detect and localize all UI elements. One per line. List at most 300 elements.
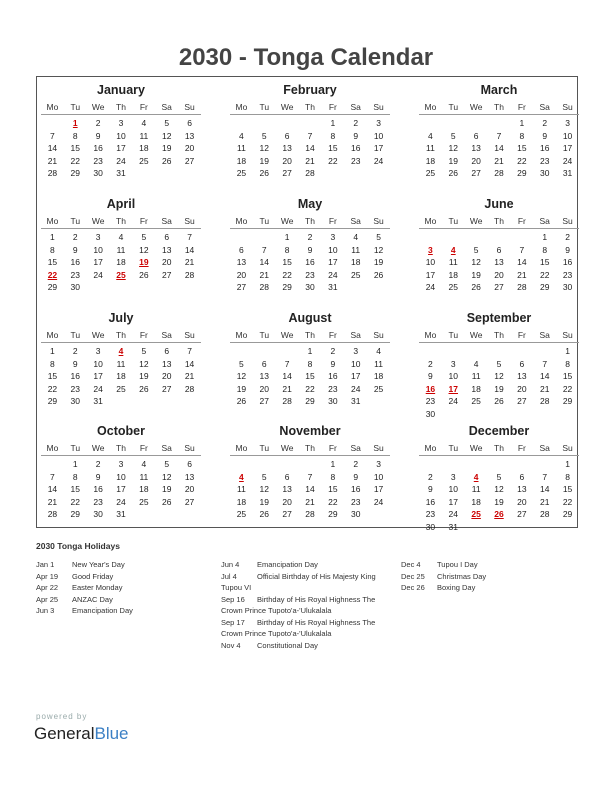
- month-march: [419, 83, 579, 180]
- day-cell: 26: [236, 396, 247, 406]
- day-cell: 1: [565, 346, 570, 356]
- day-cell: 18: [425, 155, 436, 166]
- day-cell: 17: [373, 143, 384, 153]
- day-cell: 15: [70, 484, 80, 494]
- day-cell: 31: [562, 168, 573, 178]
- day-cell: 25: [139, 155, 149, 166]
- day-cell: 2: [95, 118, 101, 128]
- day-cell: 3: [95, 232, 101, 242]
- weekday-label: We: [280, 329, 294, 340]
- day-cell: 27: [236, 282, 247, 292]
- day-cell: 12: [161, 130, 172, 141]
- brand-name-part1: General: [34, 724, 95, 743]
- day-cell: 26: [161, 496, 172, 507]
- day-cell: 7: [50, 130, 55, 141]
- day-cell: 7: [496, 130, 502, 141]
- holiday-date: Sep 16: [221, 594, 245, 604]
- empty-cell: [41, 117, 64, 130]
- day-cell: 4: [141, 118, 147, 128]
- day-cell: 13: [236, 257, 247, 267]
- day-cell: 7: [50, 471, 55, 482]
- day-cell: 5: [261, 471, 267, 482]
- day-cell: 13: [471, 143, 481, 153]
- day-cell: 28: [517, 282, 527, 292]
- day-cell: 14: [539, 371, 550, 381]
- weekday-label: Tu: [259, 101, 270, 112]
- holiday-item: [36, 605, 133, 617]
- day-cell: 2: [542, 118, 548, 128]
- weekday-label: Fr: [139, 215, 148, 226]
- weekday-label: Tu: [448, 101, 459, 112]
- holiday-name: Birthday of His Royal Highness The: [257, 594, 376, 604]
- weekday-label: Sa: [161, 329, 172, 340]
- holiday-name: Easter Monday: [72, 583, 123, 592]
- day-cell: 24: [425, 282, 436, 292]
- day-cell: 9: [428, 371, 433, 381]
- weekday-label: Su: [184, 442, 195, 453]
- holiday-item: [221, 594, 376, 606]
- day-cell: 1: [330, 459, 336, 469]
- day-cell: 2: [428, 471, 433, 482]
- day-grid: [419, 345, 579, 420]
- day-grid: [41, 231, 201, 294]
- day-cell: 20: [282, 155, 292, 166]
- day-cell: 8: [72, 471, 78, 482]
- day-cell: 13: [494, 257, 504, 267]
- weekday-label: Mo: [46, 329, 59, 340]
- day-cell: 4: [376, 346, 381, 356]
- day-cell: 25: [236, 509, 247, 519]
- day-cell: 8: [307, 358, 313, 369]
- day-cell: 16: [93, 484, 103, 494]
- day-cell: 7: [284, 358, 290, 369]
- day-cell: 31: [328, 282, 338, 292]
- month-june: [419, 197, 579, 294]
- weekday-label: We: [469, 442, 483, 453]
- day-cell: 13: [184, 471, 195, 482]
- holiday-day-cell: 19: [139, 257, 149, 267]
- day-cell: 5: [376, 232, 381, 242]
- day-cell: 5: [141, 346, 147, 356]
- day-cell: 5: [473, 244, 479, 255]
- day-cell: 14: [184, 244, 195, 255]
- weekday-label: Tu: [448, 215, 459, 226]
- day-cell: 8: [330, 130, 336, 141]
- day-cell: 22: [562, 383, 573, 394]
- day-cell: 19: [161, 143, 172, 153]
- day-cell: 22: [70, 496, 80, 507]
- day-cell: 5: [496, 358, 502, 369]
- day-cell: 18: [471, 383, 481, 394]
- day-cell: 4: [118, 232, 124, 242]
- weekday-label: Tu: [448, 442, 459, 453]
- day-cell: 17: [562, 143, 573, 153]
- holiday-name: Christmas Day: [437, 571, 487, 581]
- holiday-day-cell: 4: [450, 244, 456, 255]
- weekday-label: Tu: [259, 215, 270, 226]
- day-cell: 31: [93, 396, 103, 406]
- weekday-label: Fr: [139, 442, 148, 453]
- day-cell: 27: [259, 396, 269, 406]
- day-cell: 3: [330, 232, 336, 242]
- day-cell: 15: [305, 371, 315, 381]
- holiday-item: [401, 559, 486, 571]
- month-january: [41, 83, 201, 180]
- holiday-date: Dec 4: [401, 560, 421, 569]
- month-name: September: [466, 311, 532, 325]
- empty-cell: [253, 231, 276, 244]
- day-cell: 10: [448, 371, 458, 381]
- weekday-label: Tu: [70, 215, 81, 226]
- day-cell: 21: [539, 496, 550, 507]
- day-cell: 17: [373, 484, 384, 494]
- weekday-label: We: [469, 101, 483, 112]
- empty-cell: [253, 345, 276, 358]
- day-cell: 22: [517, 155, 527, 166]
- day-cell: 20: [161, 257, 172, 267]
- day-cell: 11: [139, 130, 149, 141]
- day-cell: 28: [494, 168, 504, 178]
- empty-cell: [442, 345, 465, 358]
- day-cell: 12: [236, 371, 247, 381]
- day-cell: 26: [161, 155, 172, 166]
- weekday-label: Sa: [350, 442, 361, 453]
- day-cell: 22: [328, 155, 338, 166]
- holiday-date: Jun 3: [36, 606, 55, 615]
- day-cell: 27: [184, 496, 195, 507]
- day-cell: 23: [425, 509, 436, 519]
- month-name: April: [106, 197, 136, 211]
- day-cell: 12: [259, 143, 269, 153]
- empty-cell: [510, 231, 533, 244]
- month-december: [419, 424, 579, 533]
- day-cell: 24: [350, 383, 361, 394]
- day-cell: 20: [161, 371, 172, 381]
- day-cell: 17: [448, 496, 458, 507]
- day-cell: 31: [116, 168, 126, 178]
- weekday-header: [230, 213, 390, 229]
- day-cell: 18: [236, 155, 247, 166]
- holiday-name: Tupou VI: [221, 583, 252, 592]
- day-grid: [230, 345, 390, 408]
- day-cell: 19: [236, 383, 247, 394]
- weekday-label: Sa: [539, 215, 550, 226]
- empty-cell: [276, 458, 299, 471]
- empty-cell: [276, 345, 299, 358]
- day-cell: 3: [118, 118, 124, 128]
- day-cell: 29: [539, 282, 550, 292]
- day-cell: 21: [539, 383, 550, 394]
- holiday-item: [221, 582, 376, 594]
- day-cell: 19: [373, 257, 384, 267]
- day-cell: 14: [184, 358, 195, 369]
- day-grid: [41, 345, 201, 408]
- day-cell: 25: [373, 383, 384, 394]
- day-cell: 2: [330, 346, 336, 356]
- holiday-day-cell: 22: [47, 269, 58, 280]
- day-cell: 23: [425, 396, 436, 406]
- day-cell: 9: [353, 130, 359, 141]
- day-cell: 18: [139, 484, 149, 494]
- day-cell: 19: [471, 269, 481, 280]
- holiday-name: Constitutional Day: [257, 640, 318, 650]
- empty-cell: [299, 117, 322, 130]
- day-cell: 6: [519, 358, 525, 369]
- day-cell: 10: [562, 130, 573, 141]
- day-cell: 26: [494, 396, 504, 406]
- empty-cell: [465, 231, 488, 244]
- day-cell: 27: [494, 282, 504, 292]
- empty-cell: [230, 117, 253, 130]
- day-cell: 13: [282, 143, 292, 153]
- weekday-header: [230, 327, 390, 343]
- day-cell: 3: [353, 346, 359, 356]
- empty-cell: [510, 345, 533, 358]
- day-cell: 4: [239, 130, 244, 141]
- holiday-day-cell: 4: [118, 346, 124, 356]
- empty-cell: [299, 458, 322, 471]
- day-cell: 13: [161, 358, 172, 369]
- day-cell: 21: [305, 496, 315, 507]
- month-april: [41, 197, 201, 294]
- weekday-label: Mo: [235, 101, 248, 112]
- day-cell: 7: [519, 244, 525, 255]
- weekday-label: We: [91, 101, 105, 112]
- day-cell: 6: [519, 471, 525, 482]
- month-february: [230, 83, 390, 180]
- day-cell: 21: [184, 257, 195, 267]
- month-name: July: [108, 311, 134, 325]
- day-cell: 21: [47, 496, 58, 507]
- weekday-label: Mo: [424, 215, 437, 226]
- day-cell: 11: [116, 244, 126, 255]
- weekday-header: [41, 440, 201, 456]
- weekday-header: [419, 99, 579, 115]
- day-cell: 1: [72, 459, 78, 469]
- day-cell: 16: [350, 484, 361, 494]
- brand-logo[interactable]: [34, 724, 129, 744]
- weekday-label: Tu: [259, 329, 270, 340]
- day-cell: 8: [330, 471, 336, 482]
- day-cell: 5: [164, 459, 170, 469]
- day-cell: 10: [448, 484, 458, 494]
- day-cell: 13: [282, 484, 292, 494]
- day-cell: 11: [471, 484, 481, 494]
- day-cell: 18: [236, 496, 247, 507]
- holiday-date: Sep 17: [221, 617, 245, 627]
- day-cell: 5: [141, 232, 147, 242]
- day-cell: 16: [305, 257, 315, 267]
- day-cell: 23: [350, 496, 361, 507]
- day-cell: 24: [448, 396, 458, 406]
- day-cell: 4: [353, 232, 359, 242]
- day-cell: 10: [350, 358, 361, 369]
- day-cell: 1: [542, 232, 548, 242]
- day-cell: 22: [305, 383, 315, 394]
- holidays-title: 2030 Tonga Holidays: [36, 541, 120, 551]
- day-cell: 1: [50, 232, 55, 242]
- day-cell: 30: [93, 168, 103, 178]
- day-cell: 6: [164, 346, 170, 356]
- holiday-item: [221, 617, 376, 629]
- holiday-name: Crown Prince Tupoto'a-'Ulukalala: [221, 606, 332, 615]
- day-cell: 18: [448, 269, 458, 280]
- day-cell: 18: [471, 496, 481, 507]
- day-cell: 16: [93, 143, 103, 153]
- day-cell: 6: [187, 459, 192, 469]
- day-cell: 20: [282, 496, 292, 507]
- month-august: [230, 311, 390, 408]
- weekday-label: Sa: [350, 101, 361, 112]
- day-cell: 2: [72, 232, 78, 242]
- day-cell: 23: [70, 383, 80, 394]
- day-cell: 8: [565, 358, 570, 369]
- day-cell: 7: [261, 244, 267, 255]
- month-october: [41, 424, 201, 521]
- day-cell: 7: [187, 346, 192, 356]
- day-cell: 24: [93, 269, 103, 280]
- day-cell: 3: [565, 118, 570, 128]
- day-cell: 24: [93, 383, 103, 394]
- day-cell: 26: [448, 168, 458, 178]
- day-cell: 15: [539, 257, 550, 267]
- day-cell: 19: [259, 155, 269, 166]
- day-cell: 21: [47, 155, 58, 166]
- day-cell: 28: [184, 269, 195, 280]
- day-cell: 10: [373, 471, 384, 482]
- day-cell: 2: [428, 358, 433, 369]
- day-cell: 29: [70, 509, 80, 519]
- day-cell: 6: [496, 244, 502, 255]
- day-cell: 24: [373, 155, 384, 166]
- day-cell: 27: [471, 168, 481, 178]
- day-cell: 5: [239, 358, 244, 369]
- holiday-name: New Year's Day: [72, 560, 125, 569]
- weekday-label: Su: [562, 329, 573, 340]
- weekday-label: Fr: [139, 329, 148, 340]
- day-cell: 19: [494, 383, 504, 394]
- day-cell: 12: [494, 484, 504, 494]
- weekday-label: Fr: [517, 101, 526, 112]
- weekday-label: Th: [305, 442, 315, 453]
- holiday-item: [221, 628, 376, 640]
- day-cell: 21: [184, 371, 195, 381]
- holiday-name: Tupou I Day: [437, 560, 478, 569]
- weekday-label: Su: [184, 329, 195, 340]
- weekday-label: Th: [305, 329, 315, 340]
- month-may: [230, 197, 390, 294]
- day-cell: 25: [139, 496, 149, 507]
- empty-cell: [419, 117, 442, 130]
- empty-cell: [488, 458, 511, 471]
- day-cell: 18: [139, 143, 149, 153]
- holiday-item: [36, 571, 133, 583]
- day-cell: 12: [471, 257, 481, 267]
- day-cell: 10: [425, 257, 436, 267]
- holiday-date: Dec 25: [401, 571, 425, 581]
- day-cell: 9: [72, 358, 78, 369]
- day-cell: 28: [47, 509, 58, 519]
- month-name: May: [297, 197, 323, 211]
- day-cell: 30: [70, 396, 80, 406]
- empty-cell: [465, 117, 488, 130]
- day-grid: [419, 117, 579, 180]
- holiday-item: [36, 559, 133, 571]
- day-cell: 28: [282, 396, 292, 406]
- holiday-item: [401, 582, 486, 594]
- day-cell: 11: [237, 143, 246, 153]
- day-cell: 7: [542, 358, 548, 369]
- day-cell: 2: [353, 459, 359, 469]
- month-july: [41, 311, 201, 408]
- weekday-label: Mo: [235, 215, 248, 226]
- day-cell: 26: [373, 269, 384, 280]
- day-cell: 13: [161, 244, 172, 255]
- day-cell: 30: [425, 521, 436, 532]
- weekday-label: Su: [373, 442, 384, 453]
- holiday-date: Jan 1: [36, 560, 55, 569]
- weekday-label: Sa: [539, 442, 550, 453]
- day-cell: 14: [305, 143, 315, 153]
- empty-cell: [442, 458, 465, 471]
- day-cell: 2: [307, 232, 313, 242]
- empty-cell: [510, 458, 533, 471]
- day-cell: 30: [305, 282, 315, 292]
- holiday-name: Boxing Day: [437, 583, 476, 592]
- empty-cell: [419, 231, 442, 244]
- weekday-label: Fr: [328, 329, 337, 340]
- day-cell: 22: [562, 496, 573, 507]
- day-cell: 31: [448, 521, 458, 532]
- day-cell: 11: [471, 371, 481, 381]
- day-cell: 15: [328, 484, 338, 494]
- weekday-label: We: [91, 215, 105, 226]
- weekday-label: Su: [562, 101, 573, 112]
- weekday-label: Mo: [46, 215, 59, 226]
- empty-cell: [230, 231, 253, 244]
- day-cell: 11: [426, 143, 435, 153]
- weekday-label: Fr: [328, 215, 337, 226]
- empty-cell: [230, 458, 253, 471]
- day-cell: 2: [72, 346, 78, 356]
- day-cell: 9: [95, 130, 101, 141]
- day-cell: 11: [139, 471, 149, 482]
- day-cell: 5: [450, 130, 456, 141]
- day-cell: 3: [376, 459, 381, 469]
- day-cell: 5: [496, 471, 502, 482]
- day-cell: 29: [282, 282, 292, 292]
- day-cell: 6: [164, 232, 170, 242]
- day-cell: 11: [351, 244, 361, 255]
- day-cell: 1: [50, 346, 55, 356]
- day-cell: 9: [72, 244, 78, 255]
- day-cell: 20: [184, 143, 195, 153]
- holiday-name: Emancipation Day: [72, 606, 133, 615]
- holiday-date: Apr 19: [36, 571, 59, 581]
- day-cell: 15: [517, 143, 527, 153]
- month-name: October: [97, 424, 145, 438]
- day-cell: 2: [95, 459, 101, 469]
- day-cell: 13: [517, 484, 527, 494]
- weekday-label: Su: [562, 442, 573, 453]
- weekday-label: Mo: [46, 101, 59, 112]
- day-cell: 10: [116, 130, 126, 141]
- day-cell: 10: [116, 471, 126, 482]
- holiday-item: [221, 559, 376, 571]
- weekday-label: Tu: [70, 442, 81, 453]
- holiday-list-column-1: [36, 559, 133, 617]
- day-cell: 3: [450, 471, 456, 482]
